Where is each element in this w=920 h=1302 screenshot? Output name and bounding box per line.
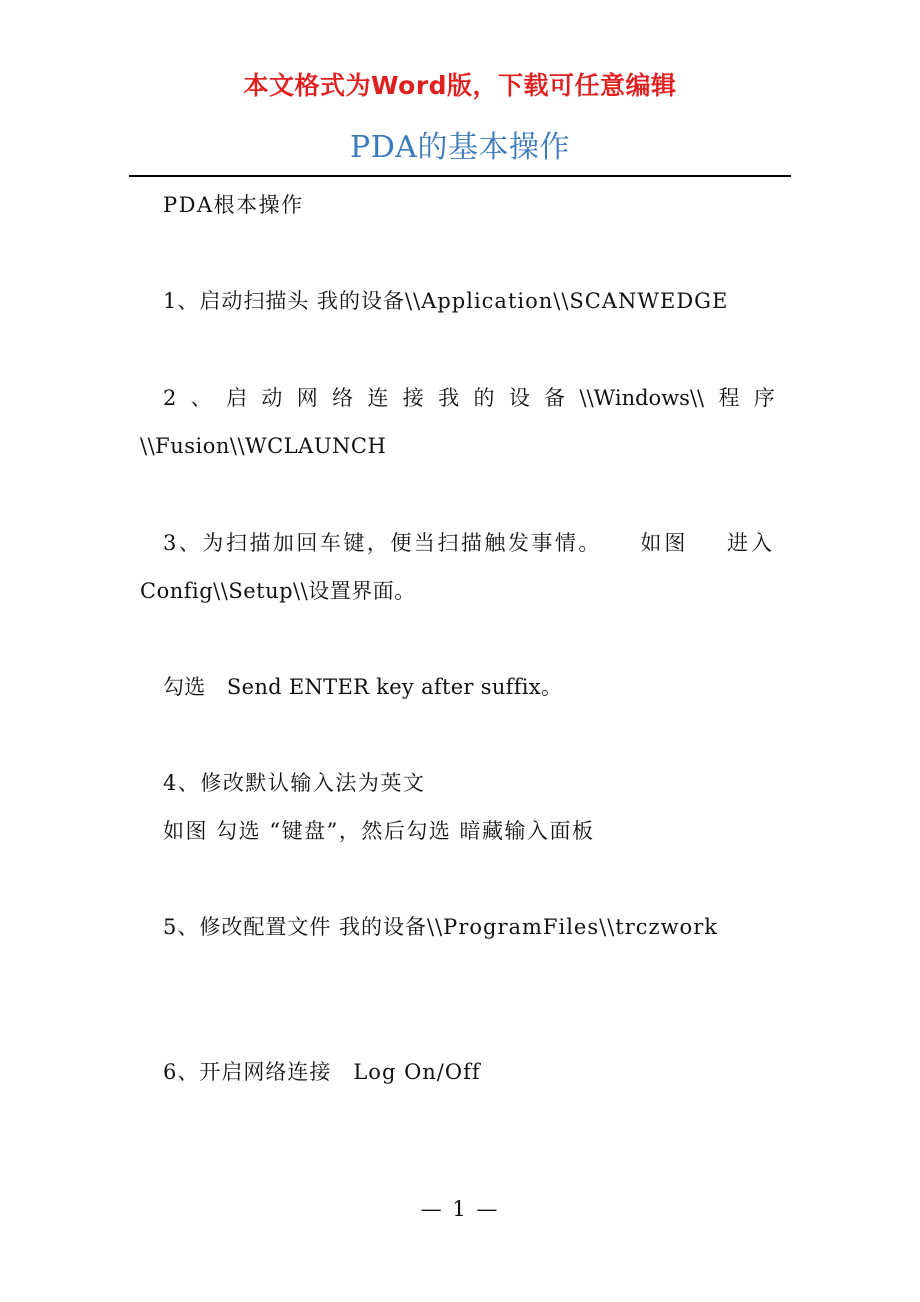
step-3-paragraph [163,529,775,557]
step-6-paragraph: 6、开启网络连接 Log On/Off [163,1060,481,1084]
step-2-part: 2 [163,386,177,410]
step-2-part: 网 [296,386,318,410]
step-2-part: 动 [261,386,283,410]
step-3-continuation: Config\\Setup\\设置界面。 [140,579,416,603]
step-4-paragraph: 4、修改默认输入法为英文 [163,771,426,795]
step-2-part: 程 [718,386,740,410]
step-2-part: 的 [473,386,495,410]
step-2-part: 络 [332,386,354,410]
step-5-paragraph: 5、修改配置文件 我的设备\\ProgramFiles\\trczwork [163,915,718,939]
step-4-detail: 如图 勾选 “键盘”，然后勾选 暗藏输入面板 [163,819,595,843]
title-divider [129,175,791,177]
intro-paragraph: PDA根本操作 [163,193,304,217]
step-2-part: 连 [367,386,389,410]
step-1-paragraph: 1、启动扫描头 我的设备\\Application\\SCANWEDGE [163,289,729,313]
step-2-part: \\Windows\\ [579,386,705,410]
step-3-part: 如图 [640,531,689,555]
step-3-checkbox-instruction: 勾选 Send ENTER key after suffix。 [163,675,563,699]
document-title: PDA的基本操作 [350,130,570,165]
step-2-part: 设 [508,386,530,410]
step-2-part: 接 [402,386,424,410]
step-2-part: 启 [226,386,248,410]
step-3-part: 3、为扫描加回车键，便当扫描触发事情。 [163,531,602,555]
step-2-part: 我 [438,386,460,410]
step-2-part: 序 [753,386,775,410]
step-2-part: 备 [544,386,566,410]
step-2-continuation: \\Fusion\\WCLAUNCH [140,434,387,458]
step-2-paragraph [163,384,775,412]
page-number: — 1 — [420,1197,500,1221]
step-3-part: 进入 [726,531,775,555]
word-format-banner: 本文格式为Word版，下载可任意编辑 [243,71,677,100]
step-2-part: 、 [190,386,212,410]
